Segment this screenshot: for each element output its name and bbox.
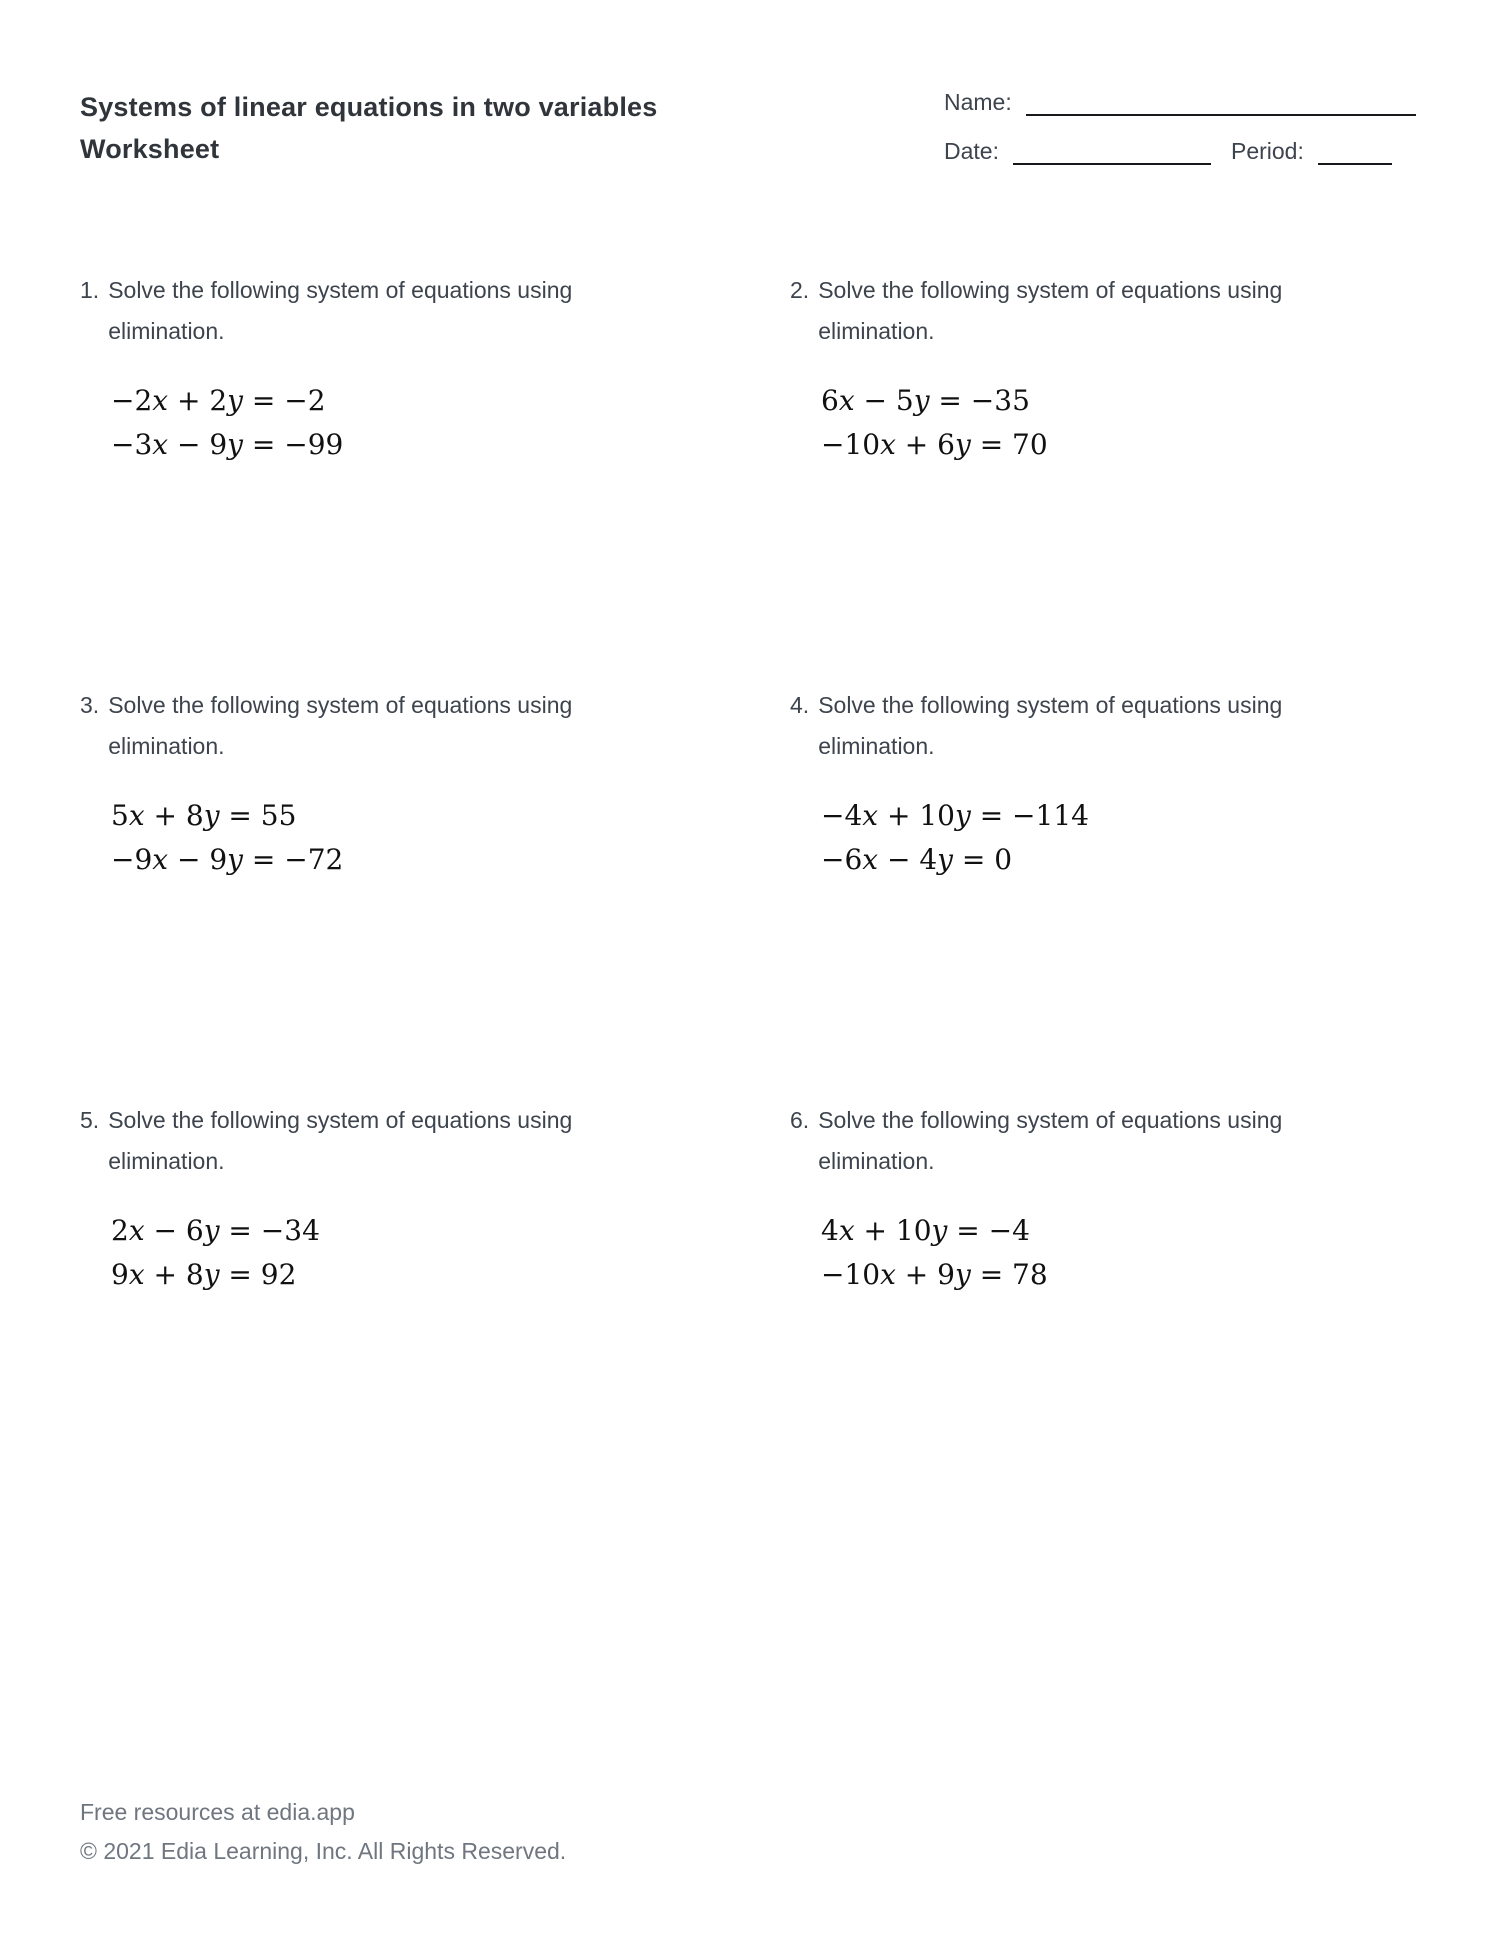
problem-3-equation-2: −9x − 9y = −72	[111, 843, 344, 876]
problem-3-header	[80, 685, 790, 767]
problem-1-prompt-line-2: elimination.	[108, 318, 225, 344]
problem-1	[80, 270, 790, 685]
page-header	[80, 86, 1416, 170]
problem-5-prompt-line-1: Solve the following system of equations using	[108, 1107, 573, 1133]
problem-4	[790, 685, 1500, 1100]
problem-1-equation-1: −2x + 2y = −2	[111, 384, 326, 417]
problem-3-equation-1: 5x + 8y = 55	[111, 799, 297, 832]
problem-6-prompt-line-1: Solve the following system of equations using	[818, 1107, 1283, 1133]
problem-4-equations	[821, 794, 1500, 882]
problem-6-prompt-line-2: elimination.	[818, 1148, 935, 1174]
student-fields	[944, 86, 1416, 165]
name-label: Name:	[944, 89, 1012, 115]
date-blank-line	[1013, 141, 1211, 165]
problem-3-equations	[111, 794, 790, 882]
problems-grid	[80, 270, 1500, 1515]
problem-6-prompt	[818, 1100, 1282, 1182]
page-footer	[80, 1793, 566, 1871]
problem-4-equation-1: −4x + 10y = −114	[821, 799, 1089, 832]
problem-3	[80, 685, 790, 1100]
problem-1-equations	[111, 379, 790, 467]
problem-5-header	[80, 1100, 790, 1182]
problem-2-number: 2.	[790, 277, 810, 303]
problem-2-equation-2: −10x + 6y = 70	[821, 428, 1048, 461]
problem-3-prompt-line-1: Solve the following system of equations using	[108, 692, 573, 718]
problem-1-prompt-line-1: Solve the following system of equations using	[108, 277, 573, 303]
worksheet-title: Systems of linear equations in two variables	[80, 92, 658, 122]
name-blank-line	[1026, 92, 1416, 116]
problem-1-number: 1.	[80, 277, 100, 303]
period-blank-line	[1318, 141, 1392, 165]
problem-6-equation-1: 4x + 10y = −4	[821, 1214, 1030, 1247]
problem-1-equation-2: −3x − 9y = −99	[111, 428, 344, 461]
problem-2-prompt-line-2: elimination.	[818, 318, 935, 344]
name-field-row	[944, 88, 1416, 116]
problem-2-prompt-line-1: Solve the following system of equations using	[818, 277, 1283, 303]
footer-copyright-text: © 2021 Edia Learning, Inc. All Rights Reserved.	[80, 1838, 567, 1864]
problem-2	[790, 270, 1500, 685]
problem-5-equation-1: 2x − 6y = −34	[111, 1214, 320, 1247]
problem-2-prompt	[818, 270, 1282, 352]
problem-4-number: 4.	[790, 692, 810, 718]
footer-resources-text: Free resources at edia.app	[80, 1799, 355, 1825]
problem-3-number: 3.	[80, 692, 100, 718]
problem-2-equation-1: 6x − 5y = −35	[821, 384, 1030, 417]
problem-6-equation-2: −10x + 9y = 78	[821, 1258, 1048, 1291]
problem-5	[80, 1100, 790, 1515]
problem-6-equations	[821, 1209, 1500, 1297]
worksheet-subtitle: Worksheet	[80, 134, 220, 164]
problem-4-equation-2: −6x − 4y = 0	[821, 843, 1013, 876]
date-period-field-row	[944, 137, 1416, 165]
problem-5-prompt	[108, 1100, 572, 1182]
problem-5-equation-2: 9x + 8y = 92	[111, 1258, 297, 1291]
problem-4-prompt-line-1: Solve the following system of equations using	[818, 692, 1283, 718]
problem-1-header	[80, 270, 790, 352]
period-label: Period:	[1230, 138, 1304, 164]
problem-3-prompt	[108, 685, 572, 767]
problem-4-prompt	[818, 685, 1282, 767]
problem-3-prompt-line-2: elimination.	[108, 733, 225, 759]
problem-2-equations	[821, 379, 1500, 467]
title-block	[80, 86, 657, 170]
problem-5-number: 5.	[80, 1107, 100, 1133]
problem-4-header	[790, 685, 1500, 767]
date-label: Date:	[944, 138, 999, 164]
problem-6	[790, 1100, 1500, 1515]
problem-1-prompt	[108, 270, 572, 352]
problem-6-number: 6.	[790, 1107, 810, 1133]
problem-5-equations	[111, 1209, 790, 1297]
problem-5-prompt-line-2: elimination.	[108, 1148, 225, 1174]
problem-2-header	[790, 270, 1500, 352]
problem-4-prompt-line-2: elimination.	[818, 733, 935, 759]
problem-6-header	[790, 1100, 1500, 1182]
